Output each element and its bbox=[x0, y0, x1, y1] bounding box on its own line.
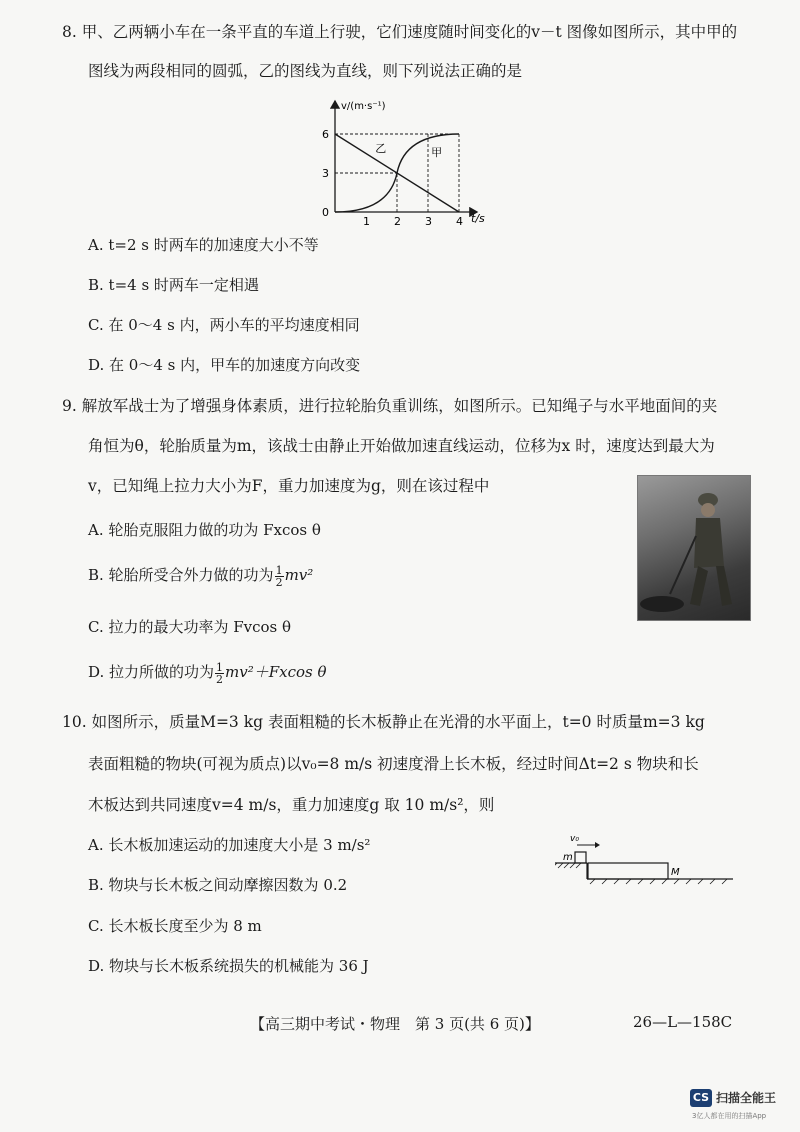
fraction-half bbox=[215, 662, 224, 685]
fraction-half bbox=[275, 565, 284, 588]
q9-stem-line2: 角恒为θ，轮胎质量为m，该战士由静止开始做加速直线运动，位移为x 时，速度达到最大为 bbox=[88, 437, 715, 455]
scanner-slogan: 3亿人都在用的扫描App bbox=[692, 1112, 767, 1120]
x-tick-2: 2 bbox=[394, 215, 401, 228]
q8-option-d: D. 在 0～4 s 内，甲车的加速度方向改变 bbox=[88, 356, 361, 374]
label-yi: 乙 bbox=[375, 142, 387, 156]
q9-option-c: C. 拉力的最大功率为 Fvcos θ bbox=[88, 618, 292, 636]
q10-stem-line1: 10. 如图所示，质量M=3 kg 表面粗糙的长木板静止在光滑的水平面上，t=0 时质量m=3 kg bbox=[62, 713, 705, 731]
q8-stem-line2: 图线为两段相同的圆弧，乙的图线为直线，则下列说法正确的是 bbox=[88, 62, 523, 80]
q9-option-b bbox=[88, 564, 313, 588]
q10-option-a: A. 长木板加速运动的加速度大小是 3 m/s² bbox=[88, 836, 371, 854]
q10-option-b: B. 物块与长木板之间动摩擦因数为 0.2 bbox=[88, 876, 348, 894]
page-footer: 【高三期中考试・物理 第 3 页(共 6 页)】 bbox=[250, 1015, 540, 1033]
q9-stem-line3: v，已知绳上拉力大小为F，重力加速度为g，则在该过程中 bbox=[88, 477, 490, 495]
y-tick-3: 3 bbox=[322, 167, 329, 180]
vt-chart bbox=[305, 95, 500, 230]
q8-stem-line1: 8. 甲、乙两辆小车在一条平直的车道上行驶，它们速度随时间变化的v－t 图像如图所示，其中甲的 bbox=[62, 23, 738, 41]
x-tick-3: 3 bbox=[425, 215, 432, 228]
tick-labels bbox=[322, 128, 463, 228]
q9-stem-line1: 9. 解放军战士为了增强身体素质，进行拉轮胎负重训练，如图所示。已知绳子与水平地面间的夹 bbox=[62, 397, 718, 415]
small-block bbox=[575, 852, 586, 863]
q10-stem-line3: 木板达到共同速度v=4 m/s，重力加速度g 取 10 m/s²，则 bbox=[88, 796, 495, 814]
scanner-app-name: 扫描全能王 bbox=[716, 1091, 777, 1105]
q9-option-b-text: B. 轮胎所受合外力做的功为 bbox=[88, 566, 274, 584]
label-jia: 甲 bbox=[431, 146, 443, 160]
q8-option-b: B. t=4 s 时两车一定相遇 bbox=[88, 276, 259, 294]
v0-label: v₀ bbox=[570, 834, 579, 844]
y-tick-0: 0 bbox=[322, 206, 329, 219]
fraction-denominator: 2 bbox=[216, 672, 224, 686]
m-label: m bbox=[563, 852, 573, 863]
fraction-denominator: 2 bbox=[275, 575, 283, 589]
q8-option-c: C. 在 0～4 s 内，两小车的平均速度相同 bbox=[88, 316, 360, 334]
q9-option-b-expr: mv² bbox=[284, 566, 314, 584]
q10-option-d: D. 物块与长木板系统损失的机械能为 36 J bbox=[88, 957, 369, 975]
q8-option-a: A. t=2 s 时两车的加速度大小不等 bbox=[88, 236, 319, 254]
q10-option-c: C. 长木板长度至少为 8 m bbox=[88, 917, 262, 935]
board-mass-label: M bbox=[671, 867, 680, 878]
fraction-numerator: 1 bbox=[216, 660, 224, 674]
scanner-logo-icon: CS bbox=[690, 1089, 712, 1107]
q9-option-d-expr: mv²＋Fxcos θ bbox=[225, 663, 327, 681]
soldier-tire-photo bbox=[637, 475, 751, 621]
q9-option-a: A. 轮胎克服阻力做的功为 Fxcos θ bbox=[88, 521, 321, 539]
q9-option-d bbox=[88, 661, 327, 685]
y-tick-6: 6 bbox=[322, 128, 329, 141]
x-tick-4: 4 bbox=[456, 215, 463, 228]
block-board-figure bbox=[555, 830, 735, 890]
fraction-numerator: 1 bbox=[275, 563, 283, 577]
long-board bbox=[588, 863, 668, 879]
x-tick-1: 1 bbox=[363, 215, 370, 228]
q10-stem-line2: 表面粗糙的物块(可视为质点)以v₀=8 m/s 初速度滑上长木板，经过时间Δt=2 s 物块和长 bbox=[88, 755, 699, 773]
y-axis-label: v/(m·s⁻¹) bbox=[341, 101, 386, 112]
q9-option-d-text: D. 拉力所做的功为 bbox=[88, 663, 215, 681]
x-axis-label: t/s bbox=[471, 212, 485, 225]
paper-code: 26—L—158C bbox=[633, 1013, 733, 1031]
